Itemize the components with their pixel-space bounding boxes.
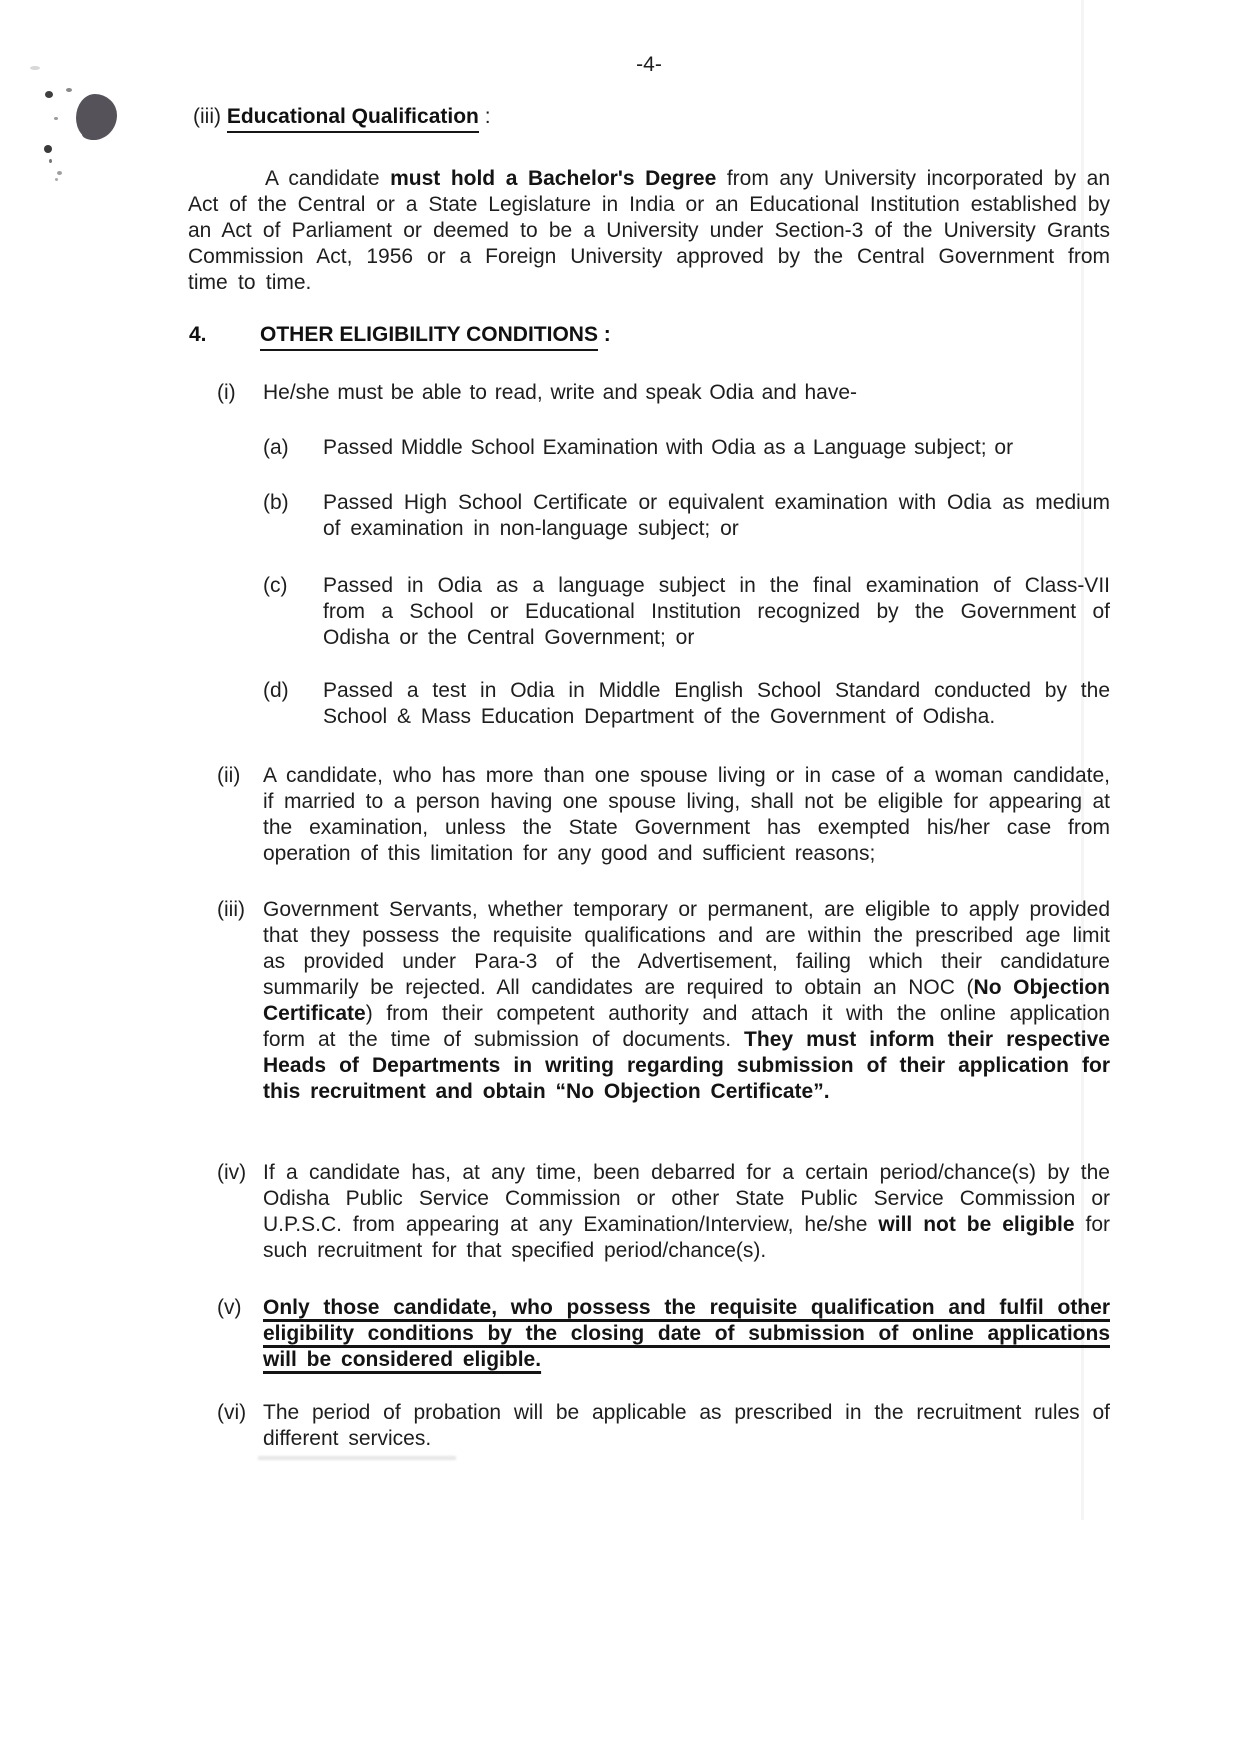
list-item-label: (i) (217, 381, 236, 404)
ink-speck (30, 66, 40, 70)
ink-blob-stain (76, 94, 117, 140)
list-item-iii (217, 897, 1111, 1105)
list-item-v (217, 1295, 1110, 1373)
list-item-bold-text: No Objection Certificate (263, 976, 1111, 1025)
sub-item-label: (c) (263, 574, 288, 597)
heading-prefix: (iii) (193, 105, 227, 128)
list-item-vi (217, 1400, 1110, 1452)
paragraph-bold-text: must hold a Bachelor's Degree (390, 167, 717, 190)
list-item-bold-underlined-text: Only those candidate, who possess the requisite qualification and fulfil other eligibility conditions by the closing date of submission of online applications will be considered eligible. (263, 1296, 1110, 1371)
scan-smudge (258, 1456, 456, 1460)
list-item-i (217, 380, 1110, 406)
ink-speck (66, 88, 72, 92)
paragraph-text: A candidate (265, 167, 391, 190)
list-item-label: (v) (217, 1296, 242, 1319)
sub-item-c (263, 573, 1110, 651)
list-item-text: Government Servants, whether temporary or permanent, are eligible to apply provided that they possess the requisite qualifications and are within the prescribed age limit as provided under Para-3 of the Advertisement, failing which their candidature summarily be rejected. All candidates are required to obtain an NOC ( (263, 898, 1110, 999)
sub-item-text: Passed Middle School Examination with Odia as a Language subject; or (323, 436, 1014, 459)
heading-colon: : (597, 323, 611, 346)
section-number: 4. (189, 323, 207, 346)
ink-speck (55, 178, 58, 181)
list-item-ii (217, 763, 1110, 867)
sub-item-label: (a) (263, 436, 289, 459)
sub-item-d (263, 678, 1110, 730)
paragraph-educational-qualification (188, 166, 1110, 296)
heading-title: OTHER ELIGIBILITY CONDITIONS (260, 323, 598, 351)
ink-speck (49, 159, 52, 163)
sub-item-b (263, 490, 1110, 542)
sub-item-label: (b) (263, 491, 289, 514)
list-item-text: ) from their competent authority and attach it with the online application form at the time of submission of documents. (263, 1002, 1110, 1051)
ink-speck (57, 171, 62, 175)
ink-speck (54, 117, 58, 120)
list-item-text: If a candidate has, at any time, been debarred for a certain period/chance(s) by the Odisha Public Service Commission or other State Public Service Commission or U.P.S.C. from appearing at any Examination/Interview, he/she (263, 1161, 1110, 1236)
heading-colon: : (478, 105, 491, 128)
list-item-bold-text: will not be eligible (878, 1213, 1075, 1236)
list-item-text: He/she must be able to read, write and speak Odia and have- (263, 381, 858, 404)
list-item-label: (iv) (217, 1161, 247, 1184)
list-item-label: (vi) (217, 1401, 247, 1424)
section-heading-educational-qualification (193, 104, 491, 130)
ink-speck (45, 91, 53, 98)
sub-item-text: Passed in Odia as a language subject in the final examination of Class-VII from a School or Educational Institution recognized by the Government of Odisha or the Central Government; or (323, 574, 1110, 649)
section-heading-other-eligibility (189, 322, 611, 348)
page-number: -4- (636, 53, 662, 76)
heading-title: Educational Qualification (227, 105, 479, 133)
list-item-label: (iii) (217, 898, 245, 921)
list-item-text: for such recruitment for that specified period/chance(s). (263, 1213, 1110, 1262)
sub-item-text: Passed a test in Odia in Middle English School Standard conducted by the School & Mass Education Department of the Government of Odisha. (323, 679, 1110, 728)
list-item-text: A candidate, who has more than one spouse living or in case of a woman candidate, if married to a person having one spouse living, shall not be eligible for appearing at the examination, unless the State Government has exempted his/her case from operation of this limitation for any good and sufficient reasons; (263, 764, 1110, 865)
ink-speck (44, 145, 52, 153)
sub-item-a (263, 435, 1110, 461)
paragraph-text: from any University incorporated by an Act of the Central or a State Legislature in India or an Educational Institution established by an Act of Parliament or deemed to be a University under Section-3 of the University Grants Commission Act, 1956 or a Foreign University approved by the Central Government from time to time. (188, 167, 1111, 294)
list-item-bold-text: They must inform their respective Heads of Departments in writing regarding submission of their application for this recruitment and obtain “No Objection Certificate”. (263, 1028, 1110, 1103)
sub-item-label: (d) (263, 679, 289, 702)
list-item-iv (217, 1160, 1110, 1264)
list-item-label: (ii) (217, 764, 241, 787)
list-item-text: The period of probation will be applicable as prescribed in the recruitment rules of different services. (263, 1401, 1110, 1450)
sub-item-text: Passed High School Certificate or equivalent examination with Odia as medium of examination in non-language subject; or (323, 491, 1110, 540)
